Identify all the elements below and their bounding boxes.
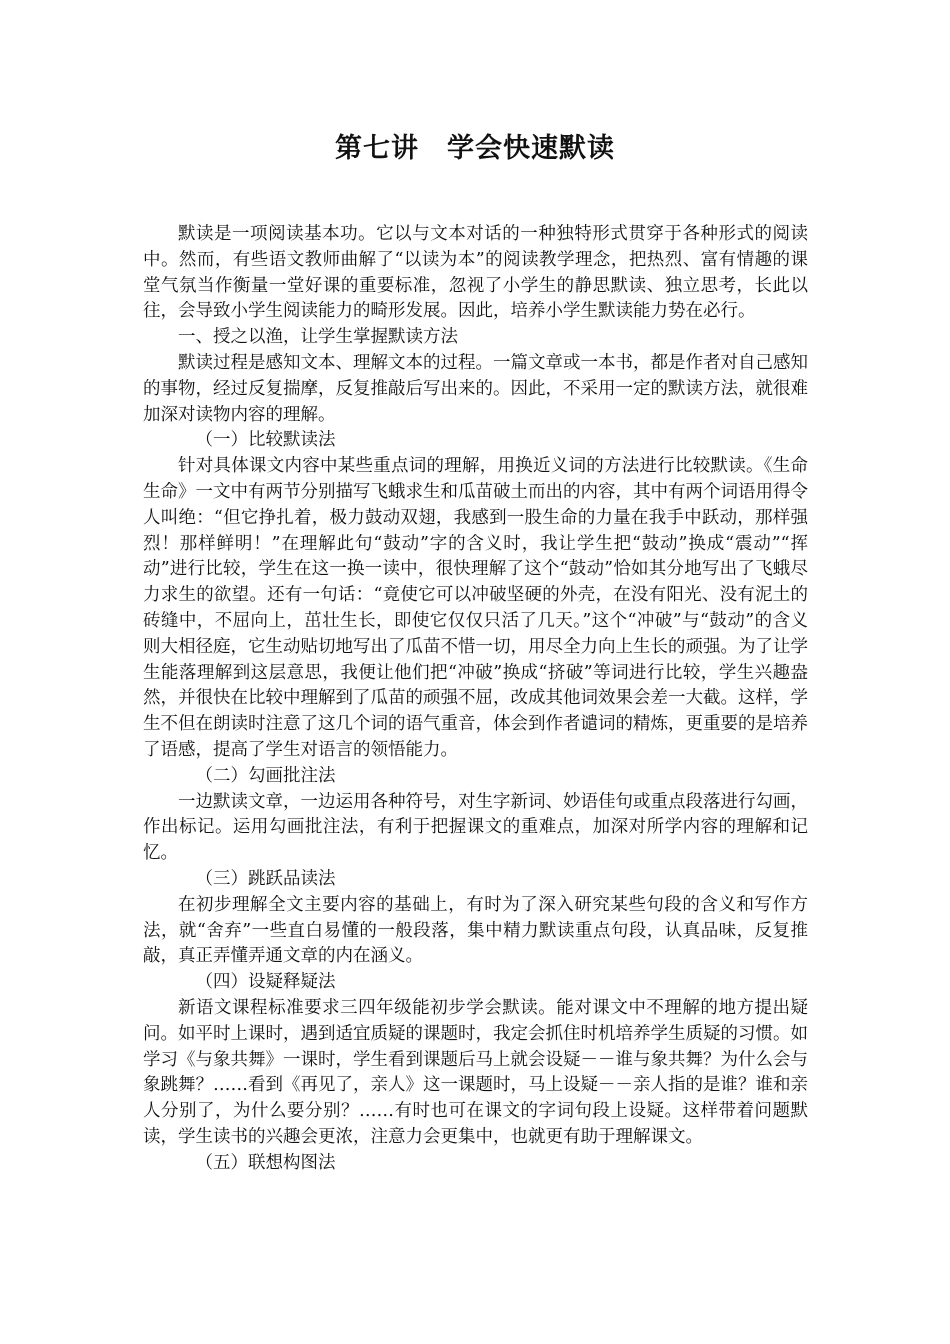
section-heading: 一、授之以渔，让学生掌握默读方法 [178,327,458,348]
body-paragraph: 默读过程是感知文本、理解文本的过程。一篇文章或一本书，都是作者对自己感知的事物，经过反复揣摩，反复推敲后写出来的。因此，不采用一定的默读方法，就很难加深对读物内容的理解。 [143,352,808,425]
body-paragraph: 新语文课程标准要求三四年级能初步学会默读。能对课文中不理解的地方提出疑问。如平时上课时，遇到适宜质疑的课题时，我定会抓住时机培养学生质疑的习惯。如学习《与象共舞》一课时，学生看到课题后马上就会设疑－－谁与象共舞？为什么会与象跳舞？……看到《再见了，亲人》这一课题时，马上设疑－－亲人指的是谁？谁和亲人分别了，为什么要分别？……有时也可在课文的字词句段上设疑。这样带着问题默读，学生读书的兴趣会更浓，注意力会更集中，也就更有助于理解课文。 [143,997,808,1147]
subsection-heading: （三）跳跃品读法 [195,868,336,889]
subsection-heading: （二）勾画批注法 [195,765,336,786]
body-paragraph: 针对具体课文内容中某些重点词的理解，用换近义词的方法进行比较默读。《生命生命》一文中有两节分别描写飞蛾求生和瓜苗破土而出的内容，其中有两个词语用得令人叫绝：“但它挣扎着，极力鼓动双翅，我感到一股生命的力量在我手中跃动，那样强烈！那样鲜明！”在理解此句“鼓动”字的含义时，我让学生把“鼓动”换成“震动”“挥动”进行比较，学生在这一换一读中，很快理解了这个“鼓动”恰如其分地写出了飞蛾尽力求生的欲望。还有一句话：“竟使它可以冲破坚硬的外壳，在没有阳光、没有泥土的砖缝中，不屈向上，茁壮生长，即使它仅仅只活了几天。”这个“冲破”与“鼓动”的含义则大相径庭，它生动贴切地写出了瓜苗不惜一切，用尽全力向上生长的顽强。为了让学生能落理解到这层意思，我便让他们把“冲破”换成“挤破”等词进行比较，学生兴趣盎然，并很快在比较中理解到了瓜苗的顽强不屈，改成其他词效果会差一大截。这样，学生不但在朗读时注意了这几个词的语气重音，体会到作者谴词的精炼，更重要的是培养了语感，提高了学生对语言的领悟能力。 [143,456,808,760]
intro-paragraph: 默读是一项阅读基本功。它以与文本对话的一种独特形式贯穿于各种形式的阅读中。然而，有些语文教师曲解了“以读为本”的阅读教学理念，把热烈、富有情趣的课堂气氛当作衡量一堂好课的重要标准，忽视了小学生的静思默读、独立思考，长此以往，会导致小学生阅读能力的畸形发展。因此，培养小学生默读能力势在必行。 [143,224,808,322]
subsection-heading: （一）比较默读法 [195,430,336,451]
page-title: 第七讲 学会快速默读 [335,133,615,164]
body-paragraph: 在初步理解全文主要内容的基础上，有时为了深入研究某些句段的含义和写作方法，就“舍弃”一些直白易懂的一般段落，集中精力默读重点句段，认真品味，反复推敲，真正弄懂弄通文章的内在涵义。 [143,894,808,967]
article-body [143,222,808,1176]
body-paragraph: 一边默读文章，一边运用各种符号，对生字新词、妙语佳句或重点段落进行勾画，作出标记。运用勾画批注法，有利于把握课文的重难点，加深对所学内容的理解和记忆。 [143,791,808,864]
subsection-heading: （五）联想构图法 [195,1152,336,1173]
subsection-heading: （四）设疑释疑法 [195,972,336,993]
